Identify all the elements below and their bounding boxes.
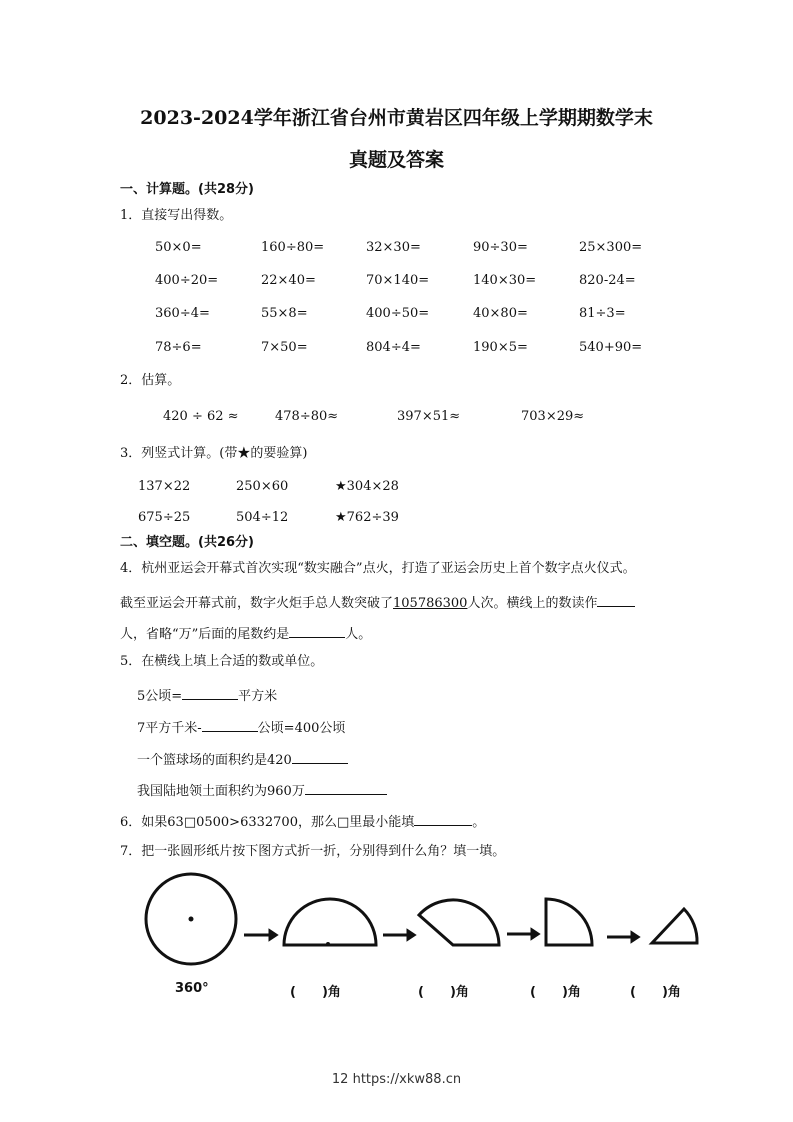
estimate-item: 703×29≈	[521, 409, 585, 424]
q2-prompt: 2．估算。	[120, 373, 181, 388]
vertical-calc-item: 675÷25	[138, 510, 191, 525]
estimate-item: 420 ÷ 62 ≈	[163, 409, 239, 424]
oral-calc-item: 360÷4=	[155, 306, 210, 321]
arrow-icon	[507, 930, 538, 938]
section1-heading: 一、计算题。(共28分)	[120, 182, 254, 197]
q5-text: 公顷=400公顷	[257, 721, 346, 736]
arrow-icon	[607, 933, 638, 941]
oral-calc-item: 400÷50=	[366, 306, 430, 321]
oral-calc-item: 25×300=	[579, 240, 643, 255]
oral-calc-item: 32×30=	[366, 240, 421, 255]
oral-calc-item: 22×40=	[261, 273, 316, 288]
section2-heading: 二、填空题。(共26分)	[120, 535, 254, 550]
estimate-item: 397×51≈	[397, 409, 461, 424]
angle-blank[interactable]: ( )角	[290, 985, 341, 1000]
oral-calc-item: 540+90=	[579, 340, 643, 355]
q5-prompt: 5．在横线上填上合适的数或单位。	[120, 654, 324, 669]
q5-text: 7平方千米-	[137, 721, 202, 736]
q3-prompt: 3．列竖式计算。(带★的要验算)	[120, 446, 308, 461]
vertical-calc-item: ★304×28	[335, 479, 399, 494]
vertical-calc-item: ★762÷39	[335, 510, 399, 525]
title-line1: 2023-2024学年浙江省台州市黄岩区四年级上学期期数学末	[140, 107, 653, 129]
oral-calc-item: 140×30=	[473, 273, 537, 288]
oral-calc-item: 804÷4=	[366, 340, 421, 355]
oral-calc-item: 55×8=	[261, 306, 308, 321]
oral-calc-item: 70×140=	[366, 273, 430, 288]
vertical-calc-item: 250×60	[236, 479, 289, 494]
q4-text: 人。	[345, 627, 372, 642]
q1-prompt: 1．直接写出得数。	[120, 208, 233, 223]
oral-calc-item: 400÷20=	[155, 273, 219, 288]
q6-text: 。	[472, 815, 486, 830]
center-dot	[326, 942, 330, 946]
q4-text: 人，省略“万”后面的尾数约是	[120, 627, 290, 642]
angle-blank[interactable]: ( )角	[630, 985, 681, 1000]
q4-text: 截至亚运会开幕式前，数字火炬手总人数突破了	[120, 596, 394, 611]
q4-line1: 4．杭州亚运会开幕式首次实现“数实融合”点火，打造了亚运会历史上首个数字点火仪式。	[120, 561, 636, 576]
oral-calc-item: 190×5=	[473, 340, 528, 355]
oral-calc-item: 90÷30=	[473, 240, 528, 255]
angle-blank[interactable]: ( )角	[418, 985, 469, 1000]
center-dot	[189, 917, 194, 922]
estimate-item: 478÷80≈	[275, 409, 339, 424]
q4-number: 105786300	[393, 596, 468, 611]
angle-label-360: 360°	[175, 981, 209, 996]
q5-text: 平方米	[238, 689, 278, 704]
sector-45	[652, 909, 697, 943]
fold-135	[419, 900, 499, 945]
footer: 12 https://xkw88.cn	[331, 1072, 462, 1087]
oral-calc-item: 820-24=	[579, 273, 636, 288]
q5-text: 5公顷=	[137, 689, 183, 704]
oral-calc-item: 40×80=	[473, 306, 528, 321]
q5-text: 我国陆地领土面积约为960万	[137, 784, 305, 799]
arrow-icon	[383, 931, 414, 939]
vertical-calc-item: 137×22	[138, 479, 191, 494]
oral-calc-item: 81÷3=	[579, 306, 626, 321]
q5-text: 一个篮球场的面积约是420	[137, 753, 292, 768]
q7-prompt: 7．把一张圆形纸片按下图方式折一折，分别得到什么角？填一填。	[120, 844, 506, 859]
vertical-calc-item: 504÷12	[236, 510, 289, 525]
title-line2: 真题及答案	[348, 149, 444, 171]
semicircle	[284, 899, 376, 945]
oral-calc-item: 78÷6=	[155, 340, 202, 355]
angle-blank[interactable]: ( )角	[530, 985, 581, 1000]
oral-calc-item: 50×0=	[155, 240, 202, 255]
oral-calc-item: 160÷80=	[261, 240, 325, 255]
quarter-circle	[546, 899, 592, 945]
q6-text: 6．如果63□0500>6332700，那么□里最小能填	[120, 815, 415, 830]
oral-calc-item: 7×50=	[261, 340, 308, 355]
arrow-icon	[244, 931, 276, 939]
q4-text: 人次。横线上的数读作	[467, 596, 598, 611]
